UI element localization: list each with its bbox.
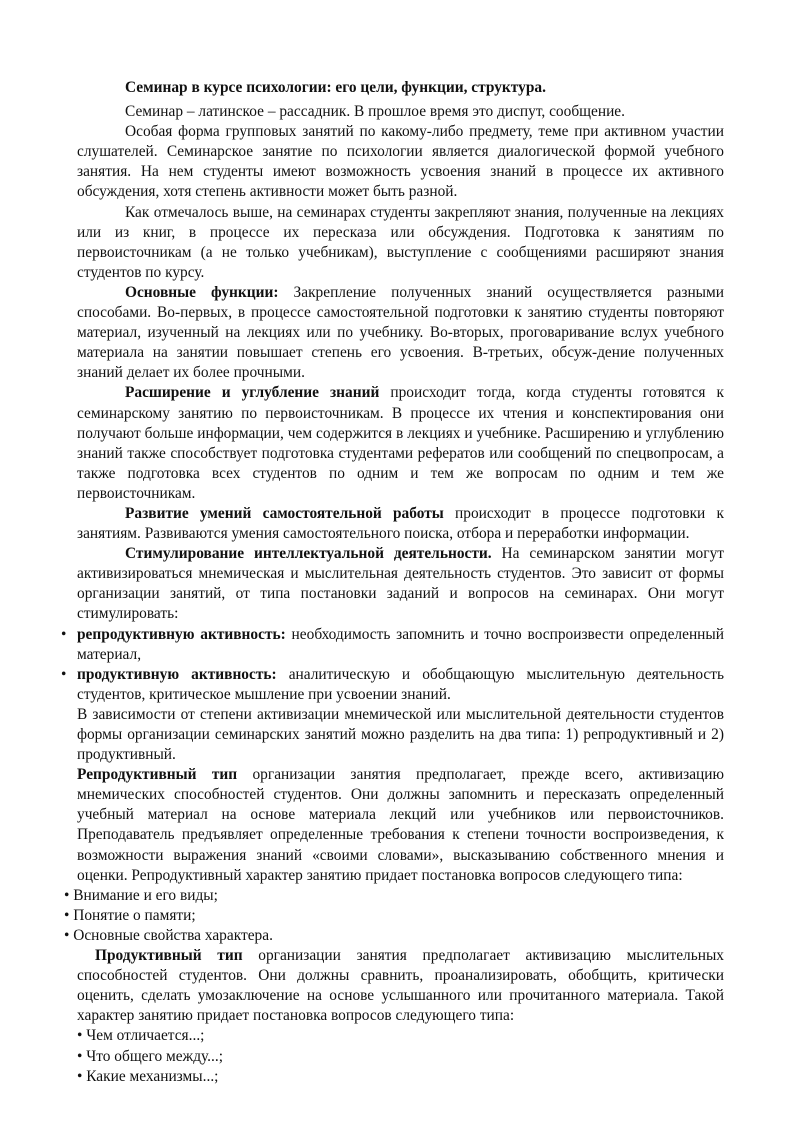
bullet-reproductive: [61, 625, 724, 665]
paragraph-productive-type: [77, 946, 724, 1026]
functions-heading: Основные функции:: [125, 283, 279, 301]
productive-type-text: организации занятия предполагает активизацию мыслительных способностей студентов. Они должны сравнить, проанализировать, обобщить, критически оценить, сделать умозаключение на основе услышанного или прочитанного материала. Такой характер занятию придает постановка вопросов следующего типа:: [77, 947, 724, 1025]
list-item: • Внимание и его виды;: [64, 886, 218, 904]
list-item: • Какие механизмы...;: [77, 1067, 219, 1085]
expansion-text: происходит тогда, когда студенты готовятся к семинарскому занятию по первоисточникам. В процессе их чтения и конспектирования они получают больше информации, чем содержится в лекциях и учебнике. Расширению и углублению знаний также способствует подготовка студентами рефератов или сообщений по спецвопросам, а также подготовка всех студентов по одним и тем же вопросам по одним и тем же первоисточникам.: [77, 384, 724, 502]
list-item: • Что общего между...;: [77, 1047, 223, 1065]
paragraph-skills: [77, 504, 724, 544]
bullet-productive-text: аналитическую и обобщающую мыслительную деятельность студентов, критическое мышление при усвоении знаний.: [77, 665, 724, 703]
paragraph-form: Особая форма групповых занятий по какому-либо предмету, теме при активном участии слушателей. Семинарское занятие по психологии является диалогической формой учебного занятия. На нем студенты имеют возможность усвоения знаний в процессе их активного обсуждения, хотя степень активности может быть разной.: [77, 123, 724, 201]
paragraph-seminars: Как отмечалось выше, на семинарах студенты закрепляют знания, полученные на лекциях или из книг, в процессе их пересказа или обсуждения. Подготовка к занятиям по первоисточникам (а не только учебникам), выступление с сообщениями расширяют знания студентов по курсу.: [77, 203, 724, 281]
list-item: • Понятие о памяти;: [64, 906, 196, 924]
document-page: [61, 78, 724, 1087]
paragraph-stimulation: [77, 544, 724, 624]
productive-type-heading: Продуктивный тип: [95, 947, 243, 965]
reproductive-type-heading: Репродуктивный тип: [77, 766, 238, 784]
document-title: Семинар в курсе психологии: его цели, функции, структура.: [125, 79, 546, 96]
stimulation-text: На семинарском занятии могут активизироваться мнемическая и мыслительная деятельность студентов. Это зависит от формы организации занятий, от типа постановки заданий и вопросов на семинарах. Они могут стимулировать:: [77, 545, 724, 623]
stimulation-heading: Стимулирование интеллектуальной деятельности.: [125, 545, 492, 563]
functions-text: Закрепление полученных знаний осуществляется разными способами. Во-первых, в процессе самостоятельной подготовки к занятию студенты повторяют материал, изученный на лекциях или по учебнику. Во-вторых, проговаривание вслух учебного материала на занятии повышает степень его усвоения. В-третьих, обсуж-дение полученных знаний делает их более прочными.: [77, 283, 724, 382]
paragraph-expansion: [77, 383, 724, 504]
bullet-productive-heading: продуктивную активность:: [77, 665, 277, 683]
bullet-icon: •: [61, 625, 67, 643]
paragraph-definition: Семинар – латинское – рассадник. В прошлое время это диспут, сообщение.: [125, 103, 625, 121]
list-item: • Основные свойства характера.: [64, 926, 273, 944]
paragraph-types: В зависимости от степени активизации мнемической или мыслительной деятельности студентов формы организации семинарских занятий можно разделить на два типа: 1) репродуктивный и 2) продуктивный.: [77, 705, 724, 764]
expansion-heading: Расширение и углубление знаний: [125, 384, 380, 402]
bullet-reproductive-heading: репродуктивную активность:: [77, 625, 286, 643]
list-item: • Чем отличается...;: [77, 1027, 205, 1045]
bullet-icon: •: [61, 665, 67, 683]
paragraph-functions: [77, 283, 724, 383]
bullet-productive: [61, 665, 724, 705]
reproductive-type-text: организации занятия предполагает, прежде всего, активизацию мнемических способностей студентов. Они должны запомнить и пересказать определенный учебный материал на основе материала лекций или учебников или первоисточников. Преподаватель предъявляет определенные требования к степени точности воспроизведения, к возможности выражения знаний «своими словами», высказыванию собственного мнения и оценки. Репродуктивный характер занятию придает постановка вопросов следующего типа:: [77, 766, 724, 884]
skills-heading: Развитие умений самостоятельной работы: [125, 504, 444, 522]
paragraph-reproductive-type: [77, 765, 724, 886]
bullet-reproductive-text: необходимость запомнить и точно воспроизвести определенный материал,: [77, 625, 724, 663]
skills-text: происходит в процессе подготовки к занятиям. Развиваются умения самостоятельного поиска, отбора и переработки информации.: [77, 504, 724, 543]
